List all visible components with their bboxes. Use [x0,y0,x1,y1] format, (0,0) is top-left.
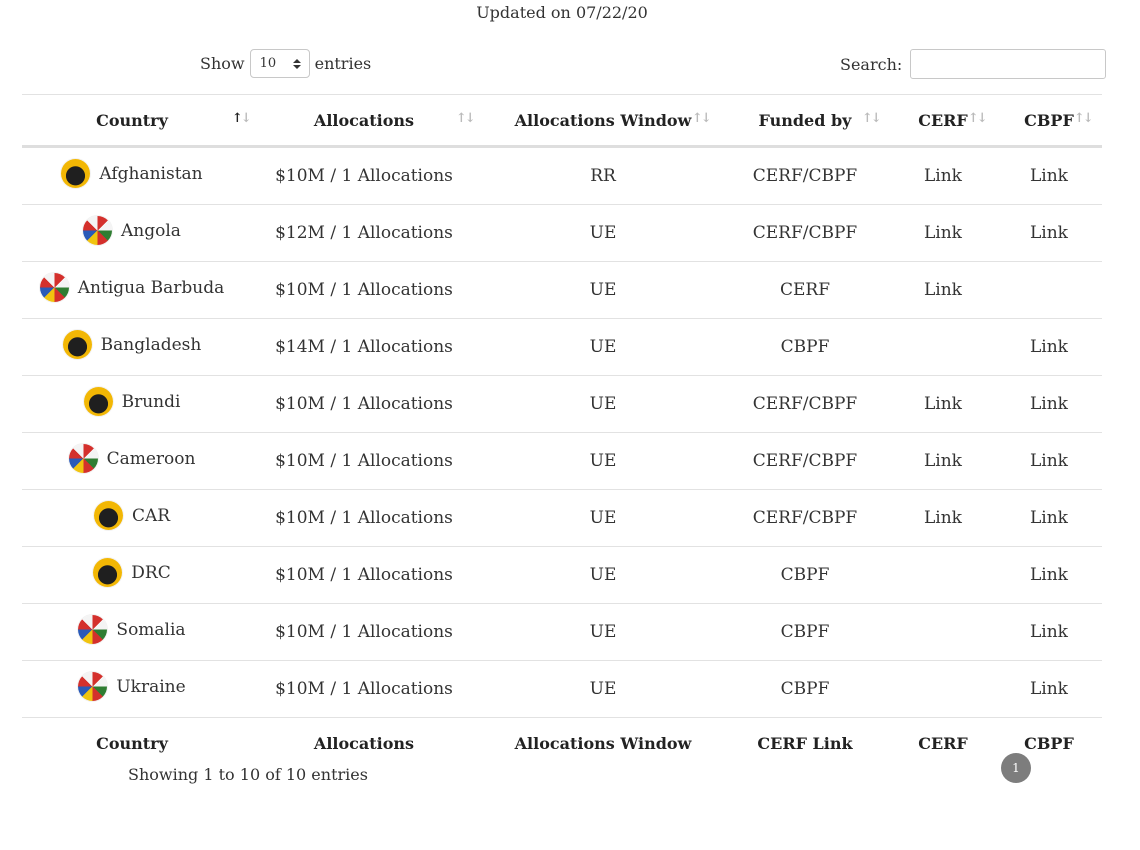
cell-country [22,604,242,661]
cell-cbpf-link [996,262,1102,319]
search-label: Search: [840,54,903,74]
country-wrapper [93,558,170,587]
sort-arrows-icon: ↑↓ [692,111,710,126]
multicolor-round-flag-icon [78,672,107,701]
cell-cerf-link[interactable]: Link [890,433,996,490]
cell-cbpf-link[interactable]: Link [996,547,1102,604]
cell-cerf-link [890,547,996,604]
column-header-label: CERF [918,110,968,130]
column-header-label: Allocations Window [514,110,692,130]
cell-funded-by: CERF/CBPF [720,205,890,262]
cell-allocations-window: UE [486,433,720,490]
country-name: Antigua Barbuda [77,277,225,298]
country-wrapper [84,387,181,416]
table-header-row [22,95,1102,147]
entries-per-page-select[interactable] [250,49,310,78]
gold-round-flag-icon [94,501,123,530]
cell-country [22,205,242,262]
cell-cerf-link [890,661,996,718]
country-name: Afghanistan [99,163,203,184]
column-header-label: CBPF [1024,110,1074,130]
gold-round-flag-icon [61,159,90,188]
cell-allocations: $10M / 1 Allocations [242,433,486,490]
cell-funded-by: CERF/CBPF [720,376,890,433]
table-row [22,147,1102,205]
table-row [22,661,1102,718]
cell-cerf-link [890,604,996,661]
cell-allocations-window: UE [486,604,720,661]
cell-cbpf-link[interactable]: Link [996,205,1102,262]
footer-country: Country [96,733,168,753]
column-header-funded-by[interactable] [720,95,890,147]
allocations-table [22,94,1102,768]
cell-allocations: $10M / 1 Allocations [242,604,486,661]
cell-allocations: $10M / 1 Allocations [242,661,486,718]
search-control [840,49,1106,79]
sort-asc-icon: ↑↓ [232,111,250,126]
cell-cbpf-link[interactable]: Link [996,490,1102,547]
table-info-text: Showing 1 to 10 of 10 entries [128,765,368,784]
cell-allocations-window: UE [486,205,720,262]
updated-date-text: Updated on 07/22/20 [476,3,648,22]
cell-funded-by: CERF/CBPF [720,147,890,205]
column-header-cerf[interactable] [890,95,996,147]
column-header-allocations-window[interactable] [486,95,720,147]
cell-cbpf-link[interactable]: Link [996,604,1102,661]
cell-cerf-link[interactable]: Link [890,376,996,433]
cell-funded-by: CERF/CBPF [720,433,890,490]
sort-arrows-icon: ↑↓ [456,111,474,126]
column-header-allocations[interactable] [242,95,486,147]
cell-country [22,661,242,718]
cell-country [22,147,242,205]
multicolor-round-flag-icon [40,273,69,302]
cell-country [22,490,242,547]
pagination-page-1[interactable]: 1 [1001,753,1031,783]
footer-allocations: Allocations [313,733,415,753]
cell-allocations-window: UE [486,376,720,433]
cell-cbpf-link[interactable]: Link [996,319,1102,376]
cell-country [22,547,242,604]
cell-country [22,319,242,376]
gold-round-flag-icon [93,558,122,587]
sort-arrows-icon: ↑↓ [968,111,986,126]
country-wrapper [78,672,185,701]
cell-allocations-window: UE [486,490,720,547]
country-name: Somalia [116,619,186,640]
search-input[interactable] [910,49,1106,79]
cell-funded-by: CBPF [720,661,890,718]
country-wrapper [63,330,202,359]
cell-allocations-window: UE [486,547,720,604]
cell-cbpf-link[interactable]: Link [996,376,1102,433]
cell-cerf-link[interactable]: Link [890,262,996,319]
entries-per-page-value: 10 [259,56,277,71]
country-wrapper [69,444,196,473]
cell-funded-by: CERF [720,262,890,319]
cell-cerf-link[interactable]: Link [890,205,996,262]
country-name: Ukraine [116,676,186,697]
table-row [22,433,1102,490]
cell-allocations-window: UE [486,262,720,319]
country-name: DRC [131,562,171,583]
cell-funded-by: CBPF [720,319,890,376]
footer-cerf: CERF [918,733,968,753]
footer-cerf-link: CERF Link [757,733,853,753]
cell-funded-by: CERF/CBPF [720,490,890,547]
country-wrapper [83,216,181,245]
column-header-label: Funded by [758,110,852,130]
cell-country [22,433,242,490]
cell-country [22,262,242,319]
cell-allocations: $10M / 1 Allocations [242,490,486,547]
table-footer-row [22,718,1102,769]
cell-allocations: $12M / 1 Allocations [242,205,486,262]
table-row [22,319,1102,376]
column-header-label: Country [96,110,168,130]
entries-label: entries [314,54,372,73]
table-row [22,490,1102,547]
footer-allocations-window: Allocations Window [514,733,692,753]
column-header-label: Allocations [313,110,415,130]
country-name: Cameroon [106,448,196,469]
cell-allocations-window: UE [486,319,720,376]
country-name: Bangladesh [100,334,202,355]
table-row [22,205,1102,262]
cell-country [22,376,242,433]
country-wrapper [40,273,224,302]
country-name: Angola [121,220,181,241]
country-wrapper [61,159,202,188]
entries-length-control [200,49,371,78]
cell-cbpf-link[interactable]: Link [996,433,1102,490]
table-row [22,262,1102,319]
column-header-cbpf[interactable] [996,95,1102,147]
cell-allocations-window: UE [486,661,720,718]
cell-cerf-link[interactable]: Link [890,490,996,547]
table-body [22,147,1102,718]
table-row [22,604,1102,661]
footer-cbpf: CBPF [1024,733,1074,753]
cell-allocations-window: RR [486,147,720,205]
multicolor-round-flag-icon [78,615,107,644]
country-wrapper [94,501,170,530]
column-header-country[interactable] [22,95,250,147]
cell-funded-by: CBPF [720,547,890,604]
cell-allocations: $10M / 1 Allocations [242,147,486,205]
multicolor-round-flag-icon [83,216,112,245]
cell-cerf-link[interactable]: Link [890,147,996,205]
country-name: Brundi [121,391,181,412]
cell-cbpf-link[interactable]: Link [996,661,1102,718]
cell-allocations: $10M / 1 Allocations [242,262,486,319]
cell-funded-by: CBPF [720,604,890,661]
table-row [22,376,1102,433]
cell-allocations: $14M / 1 Allocations [242,319,486,376]
gold-round-flag-icon [63,330,92,359]
table-row [22,547,1102,604]
cell-cerf-link [890,319,996,376]
cell-cbpf-link[interactable]: Link [996,147,1102,205]
country-wrapper [78,615,185,644]
sort-arrows-icon: ↑↓ [1074,111,1092,126]
show-label: Show [200,54,245,73]
cell-allocations: $10M / 1 Allocations [242,376,486,433]
cell-allocations: $10M / 1 Allocations [242,547,486,604]
country-name: CAR [131,505,171,526]
multicolor-round-flag-icon [69,444,98,473]
up-down-caret-icon [293,59,301,69]
gold-round-flag-icon [84,387,113,416]
sort-arrows-icon: ↑↓ [862,111,880,126]
